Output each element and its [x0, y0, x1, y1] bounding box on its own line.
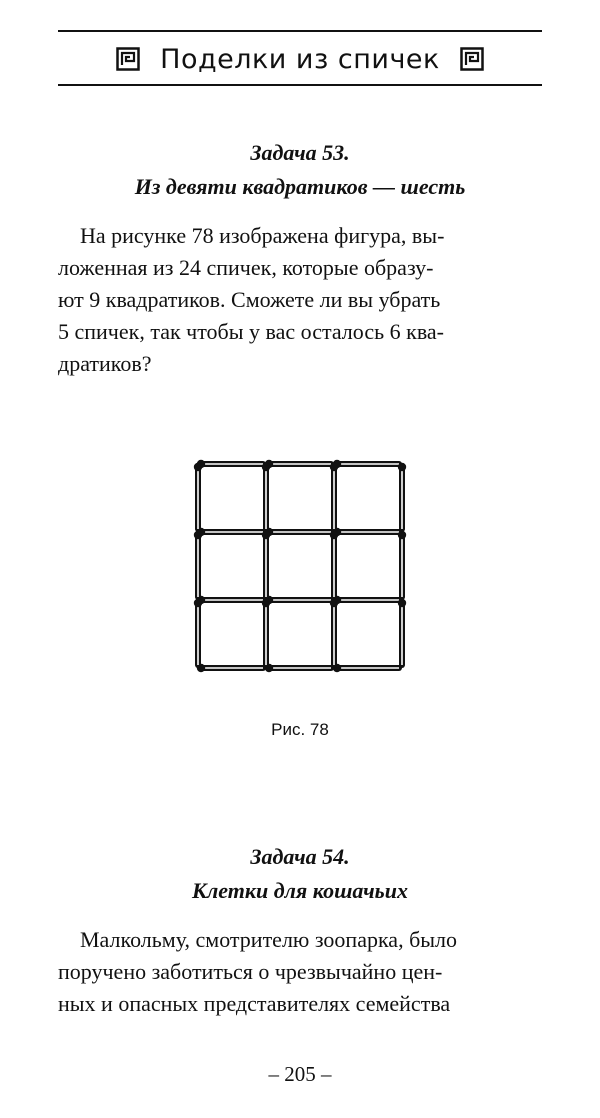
- matchstick: [333, 460, 399, 468]
- matchstick: [265, 528, 331, 536]
- matchstick: [398, 463, 406, 529]
- problem-53-heading: [0, 136, 600, 204]
- header-title: Поделки из спичек: [160, 43, 440, 75]
- problem-54-number: Задача 54.: [250, 844, 350, 869]
- matchstick: [398, 531, 406, 597]
- greek-key-icon: [116, 47, 140, 71]
- matchstick: [265, 664, 331, 672]
- matchstick: [333, 528, 399, 536]
- matchstick: [262, 531, 270, 597]
- text-line: На рисунке 78 изображена фигура, вы-: [58, 223, 445, 248]
- text-line: ют 9 квадратиков. Сможете ли вы убрать: [58, 287, 441, 312]
- matchstick: [194, 463, 202, 529]
- matchstick: [333, 596, 399, 604]
- matchstick: [197, 664, 263, 672]
- matchstick: [197, 460, 263, 468]
- text-line: поручено заботиться о чрезвычайно цен-: [58, 959, 443, 984]
- matchstick: [262, 463, 270, 529]
- matchstick: [194, 531, 202, 597]
- matchstick: [398, 599, 406, 665]
- problem-53-title: Из девяти квадратиков — шесть: [134, 174, 466, 199]
- matchstick: [197, 596, 263, 604]
- matchstick: [194, 599, 202, 665]
- matchstick: [197, 528, 263, 536]
- greek-key-icon: [460, 47, 484, 71]
- text-line: 5 спичек, так чтобы у вас осталось 6 ква-: [58, 319, 445, 344]
- problem-54-text: [58, 924, 548, 1020]
- figure-78-matchstick-grid: [190, 456, 410, 682]
- text-line: ных и опасных представителях семейства: [58, 991, 451, 1016]
- header-rule-bottom: [58, 84, 542, 86]
- text-line: дратиков?: [58, 351, 152, 376]
- matchstick: [265, 596, 331, 604]
- problem-54-title: Клетки для кошачьих: [192, 878, 408, 903]
- text-line: ложенная из 24 спичек, которые образу-: [58, 255, 434, 280]
- problem-53-text: [58, 220, 548, 380]
- matchstick: [265, 460, 331, 468]
- text-line: Малкольму, смотрителю зоопарка, было: [58, 927, 458, 952]
- matchstick: [333, 664, 399, 672]
- figure-78-caption: Рис. 78: [271, 720, 329, 739]
- running-header: [58, 36, 542, 82]
- matchstick: [330, 599, 338, 665]
- matchstick: [262, 599, 270, 665]
- matchstick: [330, 531, 338, 597]
- page-number: – 205 –: [268, 1062, 332, 1086]
- matchstick: [330, 463, 338, 529]
- problem-54-heading: [0, 840, 600, 908]
- header-rule-top: [58, 30, 542, 32]
- problem-53-number: Задача 53.: [250, 140, 350, 165]
